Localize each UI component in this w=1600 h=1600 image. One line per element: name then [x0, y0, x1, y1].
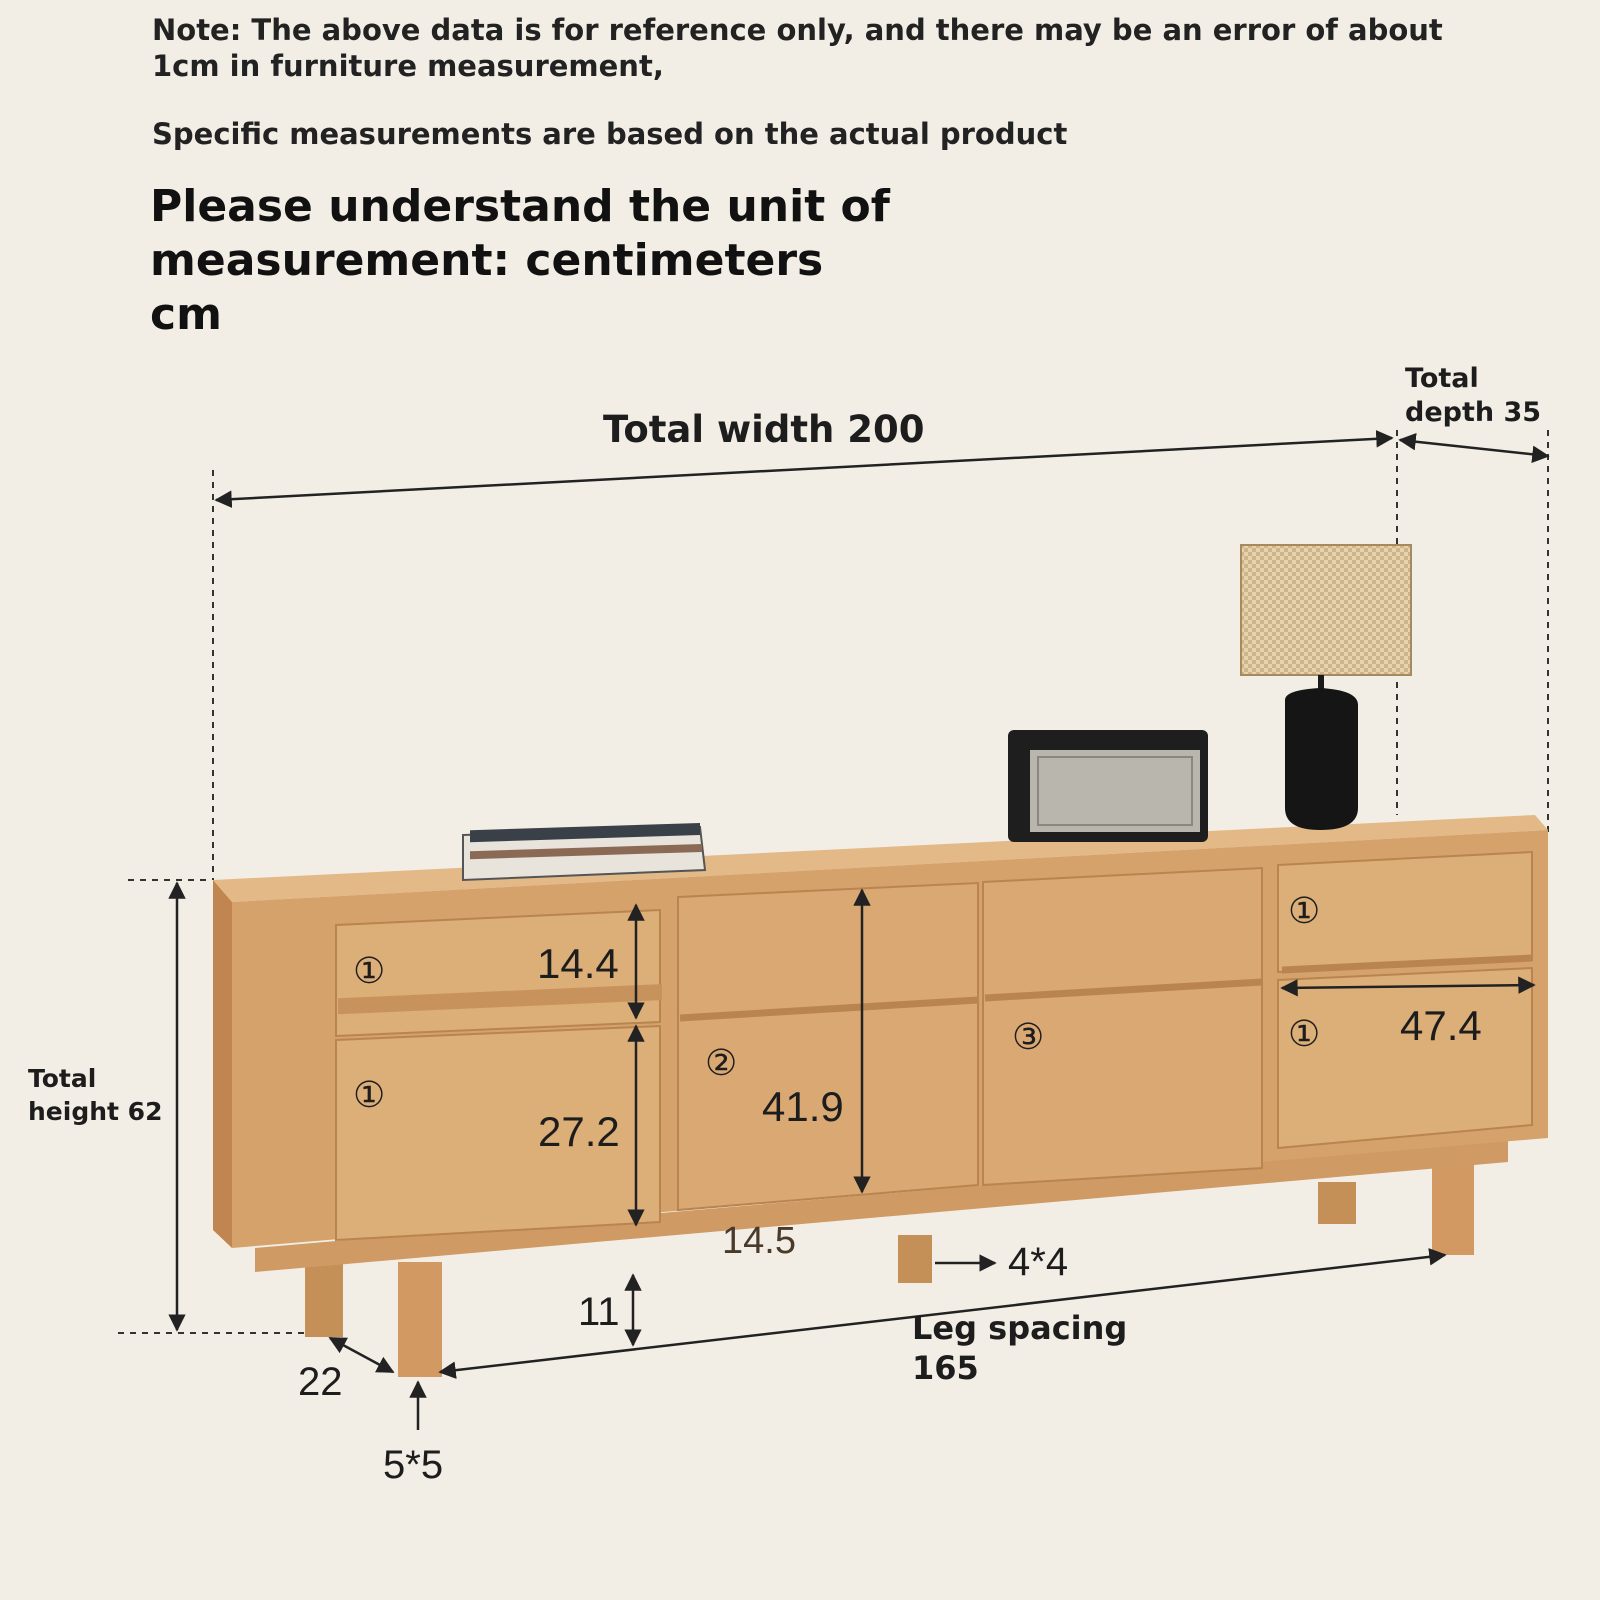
total-height-label: Total height 62 — [28, 1064, 163, 1126]
leg-front-left — [398, 1262, 442, 1377]
marker-door-left: ② — [705, 1042, 738, 1083]
leg-spacing-label: Leg spacing 165 — [912, 1309, 1128, 1387]
total-width-label: Total width 200 — [603, 408, 925, 451]
right-drawer-width-label: 47.4 — [1400, 1002, 1482, 1049]
note-actual-product: Specific measurements are based on the actual product — [152, 117, 1068, 151]
marker-door-right: ③ — [1012, 1016, 1045, 1057]
decor-lamp — [1241, 545, 1411, 830]
leg-size-middle-label: 4*4 — [1008, 1240, 1069, 1284]
note-reference-disclaimer: Note: The above data is for reference only, and there may be an error of about 1cm in furniture measurement, — [152, 13, 1443, 83]
drawer-top-height-label: 14.4 — [537, 940, 619, 987]
clearance-label: 11 — [578, 1290, 620, 1334]
leg-middle — [898, 1235, 932, 1283]
cabinet — [213, 815, 1548, 1377]
door-height-label: 41.9 — [762, 1083, 844, 1130]
leg-back-left — [305, 1262, 343, 1337]
decor-books — [463, 823, 705, 880]
marker-drawer-left-top: ① — [353, 950, 386, 991]
depth-dimension-arrow — [1400, 440, 1548, 456]
leg-size-front-label: 5*5 — [383, 1443, 444, 1487]
marker-drawer-right-bottom: ① — [1288, 1013, 1321, 1054]
cabinet-side — [213, 880, 232, 1248]
marker-drawer-right-top: ① — [1288, 890, 1321, 931]
leg-back-right — [1318, 1182, 1356, 1224]
unit-notice: Please understand the unit of measurement: centimeters cm — [150, 181, 890, 340]
gap-label: 14.5 — [722, 1220, 796, 1262]
marker-drawer-left-bottom: ① — [353, 1074, 386, 1115]
drawer-bottom-height-label: 27.2 — [538, 1108, 620, 1155]
drawer-right-bottom — [1278, 968, 1532, 1148]
leg-depth-label: 22 — [298, 1360, 343, 1404]
total-depth-label: Total depth 35 — [1405, 363, 1542, 428]
decor-speaker — [1008, 730, 1208, 842]
